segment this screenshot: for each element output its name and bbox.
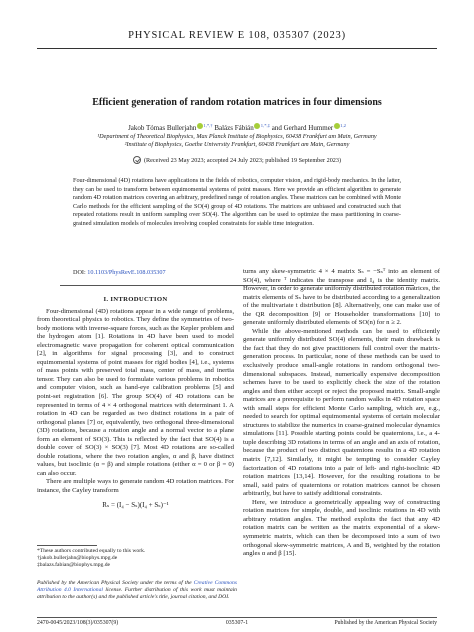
- publisher-note-text: license. Further distribution of this work must maintain attribution to the author(s) and the published article's title, journal citation, and DOI.: [37, 587, 237, 601]
- affiliation: ²Institute of Biophysics, Goethe University Frankfurt, 60438 Frankfurt am Main, Germany: [124, 141, 350, 148]
- footer-page-number: 035307-1: [225, 620, 249, 626]
- body-paragraph: Here, we introduce a geometrically appealing way of constructing rotation matrices for simple, double, and isoclinic rotations in 4D with arbitrary rotation angles. The method exploits the fact that any 4D rotation matrix can be written as the matrix exponential of a skew-symmetric matrix, which can then be decomposed into a sum of two orthogonal skew-symmetric matrices, A and B, weighted by the rotation angles α and β [15].: [243, 498, 440, 558]
- orcid-icon[interactable]: [197, 123, 203, 129]
- author-name: Balázs Fábián: [214, 124, 254, 132]
- publication-dates: [30, 156, 444, 164]
- check-for-updates-icon[interactable]: [133, 156, 141, 164]
- author-list: [30, 123, 444, 132]
- author-conjunction: and: [271, 124, 282, 132]
- orcid-icon[interactable]: [254, 123, 260, 129]
- footnotes: [37, 548, 237, 570]
- left-column: [37, 296, 234, 515]
- author-superscript: 1,2: [340, 123, 346, 128]
- footnote-email[interactable]: ‡balazs.fabian@biophys.mpg.de: [37, 562, 111, 569]
- footnote-rule: [37, 545, 97, 546]
- running-head: PHYSICAL REVIEW E 108, 035307 (2023): [128, 30, 346, 41]
- publisher-note-text: Published by the American Physical Society under the terms of the: [37, 580, 194, 586]
- body-paragraph: There are multiple ways to generate random 4D rotation matrices. For instance, the Cayley transform: [37, 478, 234, 495]
- author-superscript: 1,*,‡: [260, 123, 270, 128]
- body-paragraph: turns any skew-symmetric 4 × 4 matrix Sₛ = −Sₛᵀ into an element of SO(4), where ᵀ indicates the transpose and I₄ is the identity matrix. However, in order to generate uniformly distributed rotation matrices, the matrix elements of Sₛ have to be distributed according to a generalization of the multivariate t distribution [8]. Alternatively, one can make use of the QR decomposition [9] or Householder transformations [10] to generate uniformly distributed elements of SO(n) for n ≥ 2.: [243, 268, 440, 327]
- orcid-icon[interactable]: [334, 123, 340, 129]
- footer-issn: 2470-0045/2023/108(3)/035307(9): [37, 620, 119, 626]
- publisher-note: [37, 580, 237, 602]
- footer-publisher: Published by the American Physical Society: [334, 620, 437, 626]
- footer-rule: [37, 617, 437, 618]
- doi-line: [73, 269, 166, 276]
- affiliation: ¹Department of Theoretical Biophysics, Max Planck Institute of Biophysics, 60438 Frankfurt am Main, Germany: [97, 133, 377, 140]
- right-column: [243, 268, 440, 559]
- author-superscript: 1,*,†: [203, 123, 213, 128]
- paper-title: Efficient generation of random rotation matrices in four dimensions: [92, 97, 382, 108]
- author-name: Jakob Tómas Bullerjahn: [128, 124, 197, 132]
- section-heading: I. INTRODUCTION: [103, 296, 168, 303]
- footnote-email[interactable]: †jakob.bullerjahn@biophys.mpg.de: [37, 555, 118, 562]
- body-paragraph: While the above-mentioned methods can be used to efficiently generate uniformly distributed SO(4) elements, their main drawback is the fact that they do not give practitioners full control over the matrix-generation process. In particular, none of these methods can be used to exclusively produce small-angle rotations in random orthogonal two-dimensional subspaces. Instead, numerically expensive decomposition schemes have to be used to explicitly check the size of the rotation angles and then either accept or reject the proposed matrix. Small-angle matrices are a prerequisite to perform random walks in 4D rotation space with small steps for efficient Monte Carlo sampling, which are, e.g., needed to search for optimal equimomental systems of certain molecular structures to stabilize the numerics in coarse-grained molecular dynamics simulations [11]. Possible starting points could be quaternions, i.e., a 4-tuple describing 3D rotations in terms of an angle and an axis of rotation, because the product of two distinct quaternions results in a 4D rotation matrix [7,12]. Similarly, it might be tempting to consider Cayley factorization of 4D rotations into a pair of left- and right-isoclinic 4D rotation matrices [13,14]. However, for the resulting rotations to be small, said pairs of quaternions or rotation matrices cannot be chosen arbitrarily, but have to satisfy additional constraints.: [243, 327, 440, 498]
- doi-link[interactable]: 10.1103/PhysRevE.108.035307: [87, 269, 166, 276]
- header-rule: [37, 48, 437, 49]
- dates-text: (Received 23 May 2023; accepted 24 July 2023; published 19 September 2023): [143, 157, 342, 164]
- license-link[interactable]: Creative Commons Attribution 4.0 International: [37, 580, 237, 594]
- footnote: *These authors contributed equally to this work.: [37, 548, 146, 554]
- doi-label: DOI:: [73, 269, 88, 276]
- abstract: Four-dimensional (4D) rotations have applications in the fields of robotics, computer vision, and rigid-body mechanics. In the latter, they can be used to transform between equimomental systems of point masses. Here we provide an efficient algorithm to generate random 4D rotation matrices covering an arbitrary, predefined range of rotation angles. These matrices can be combined with Monte Carlo methods for the efficient sampling of the SO(4) group of 4D rotations. The matrices are unbiased and constructed such that repeated rotations result in uniform sampling over SO(4). The algorithm can be used to optimize the mass partitioning in coarse-grained simulation models of molecules involving coupled constraints for stable time integration.: [73, 177, 401, 227]
- equation: Rₛ = (I₄ − Sₛ)(I₄ + Sₛ)⁻¹: [102, 500, 169, 509]
- author-name: Gerhard Hummer: [283, 124, 334, 132]
- body-paragraph: Four-dimensional (4D) rotations appear in a wide range of problems, from theoretical physics to robotics. They define the symmetries of two-body motions with inverse-square forces, such as the Kepler problem and the hydrogen atom [1]. Rotations in 4D have been used to model electromagnetic wave propagation for coherent optical communication [2], in algorithms for signal processing [3], and to construct equimomental systems of point masses for rigid bodies [4], i.e., systems of mass points with preserved total mass, center of mass, and inertia tensor. They can also be used to formulate various problems in robotics and computer vision, such as hand-eye calibration problems [5] and point-set registration [6]. The group SO(4) of 4D rotations can be represented in terms of 4 × 4 orthogonal matrices with determinant 1. A rotation in 4D can be regarded as two distinct rotations in a pair of orthogonal planes [7] or, equivalently, two orthogonal three-dimensional (3D) rotations, because a rotation angle and a normal vector to a plane form an element of SO(3). This is reflected by the fact that SO(4) is a double cover of SO(3) × SO(3) [7]. Most 4D rotations are so-called double rotations, where the two rotation angles, α and β, have distinct values, but isoclinic (α = β) and simple rotations (either α = 0 or β = 0) can also occur.: [37, 307, 234, 477]
